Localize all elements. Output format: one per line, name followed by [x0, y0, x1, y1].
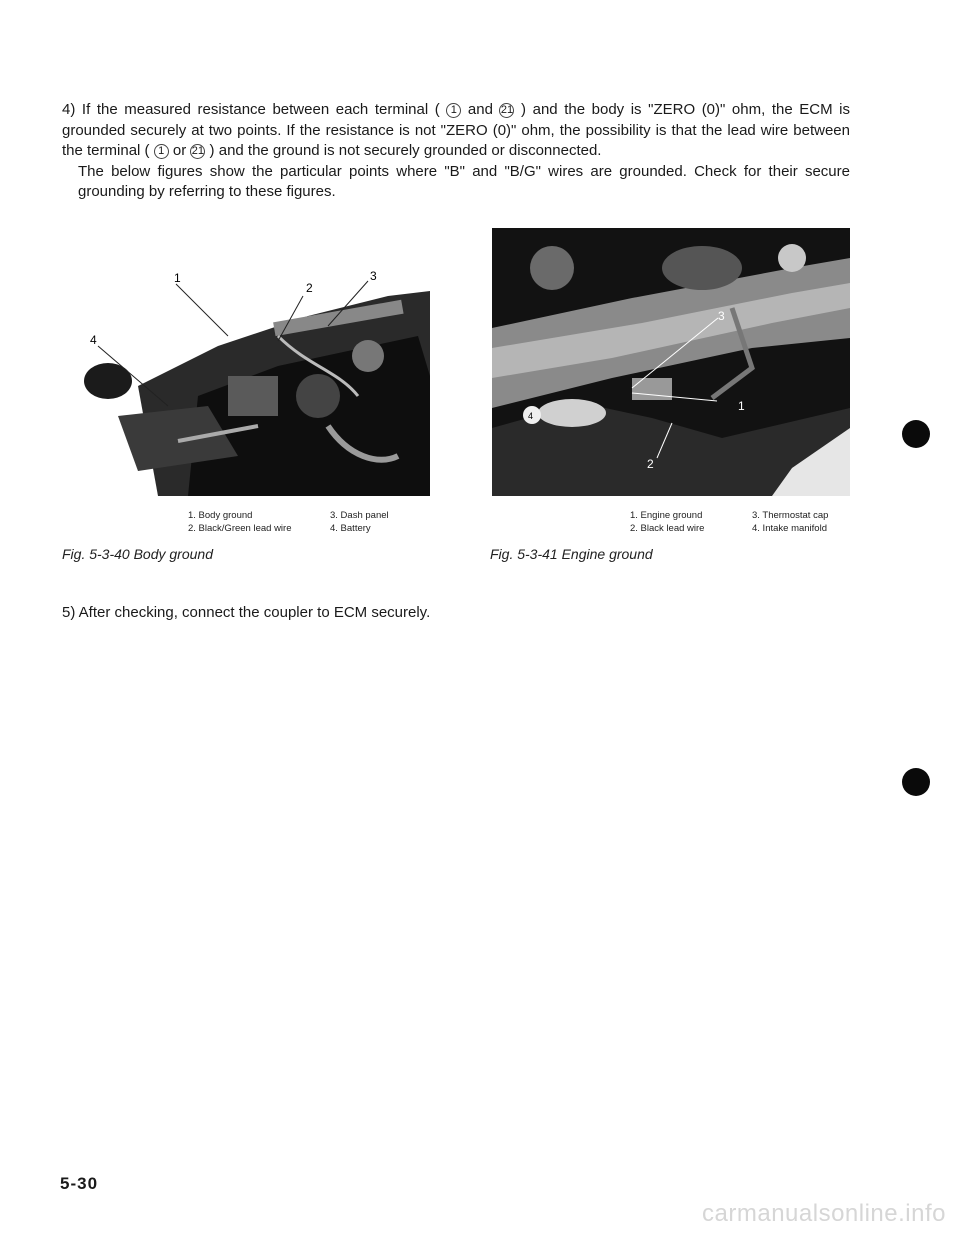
- fig41-callout-2: 2: [647, 457, 654, 471]
- page-number: 5-30: [60, 1174, 99, 1193]
- paragraph-4-text-d: or: [168, 142, 191, 159]
- fig40-legend-col1: [188, 509, 292, 535]
- fig40-caption: Fig. 5-3-40 Body ground: [62, 546, 213, 562]
- fig41-legend-item-1: 1. Engine ground: [630, 510, 703, 521]
- punch-hole-1: [902, 420, 930, 448]
- fig41-legend-col1: [630, 509, 704, 535]
- fig41-legend-item-2: 2. Black lead wire: [630, 523, 705, 534]
- fig40-legend-item-2: 2. Black/Green lead wire: [188, 523, 292, 534]
- fig40-callout-1: 1: [174, 271, 181, 285]
- paragraph-4-text-c: ) and the body is "ZERO (0)" ohm, the ECM is grounded securely at two points. If the resistance is not "ZERO (0)" ohm, the possibility is that the lead wire between the terminal (: [62, 101, 850, 159]
- terminal-21-symbol: 21: [500, 104, 514, 116]
- paragraph-4-number: 4): [62, 101, 76, 118]
- fig40-callout-4: 4: [90, 333, 97, 347]
- terminal-21b-symbol: 21: [191, 145, 205, 157]
- fig41-legend-col2: [752, 509, 828, 535]
- paragraph-4-figures-note: The below figures show the particular points where "B" and "B/G" wires are grounded. Check for their secure grounding by referring to these figures.: [78, 162, 850, 200]
- paragraph-4-text-a: If the measured resistance between each terminal (: [81, 101, 447, 118]
- body-ground-photo-art: [78, 256, 430, 496]
- fig41-callout-4: 4: [528, 411, 534, 421]
- fig40-legend-item-4: 4. Battery: [330, 523, 371, 534]
- paragraph-4-text-b: and: [461, 101, 500, 118]
- terminal-1b-symbol: 1: [154, 144, 169, 159]
- fig41-legend-item-3: 3. Thermostat cap: [752, 510, 829, 521]
- fig41-callout-3: 3: [718, 309, 725, 323]
- paragraph-5: 5) After checking, connect the coupler to ECM securely.: [62, 604, 431, 621]
- fig40-callout-2: 2: [306, 281, 313, 295]
- watermark: carmanualsonline.info: [702, 1200, 946, 1227]
- paragraph-4-text-e: ) and the ground is not securely grounded or disconnected.: [205, 142, 602, 159]
- fig40-callout-3: 3: [370, 269, 377, 283]
- engine-ground-photo: [492, 228, 850, 496]
- fig40-legend-item-1: 1. Body ground: [188, 510, 253, 521]
- fig41-caption: Fig. 5-3-41 Engine ground: [490, 546, 653, 562]
- engine-ground-photo-art: [492, 228, 850, 496]
- fig40-legend-item-3: 3. Dash panel: [330, 510, 389, 521]
- body-ground-photo: [78, 256, 430, 496]
- punch-hole-2: [902, 768, 930, 796]
- paragraph-4: [62, 100, 850, 203]
- fig40-legend-col2: [330, 509, 389, 535]
- fig41-legend-item-4: 4. Intake manifold: [752, 523, 827, 534]
- fig41-callout-1: 1: [738, 399, 745, 413]
- terminal-1-symbol: 1: [446, 103, 461, 118]
